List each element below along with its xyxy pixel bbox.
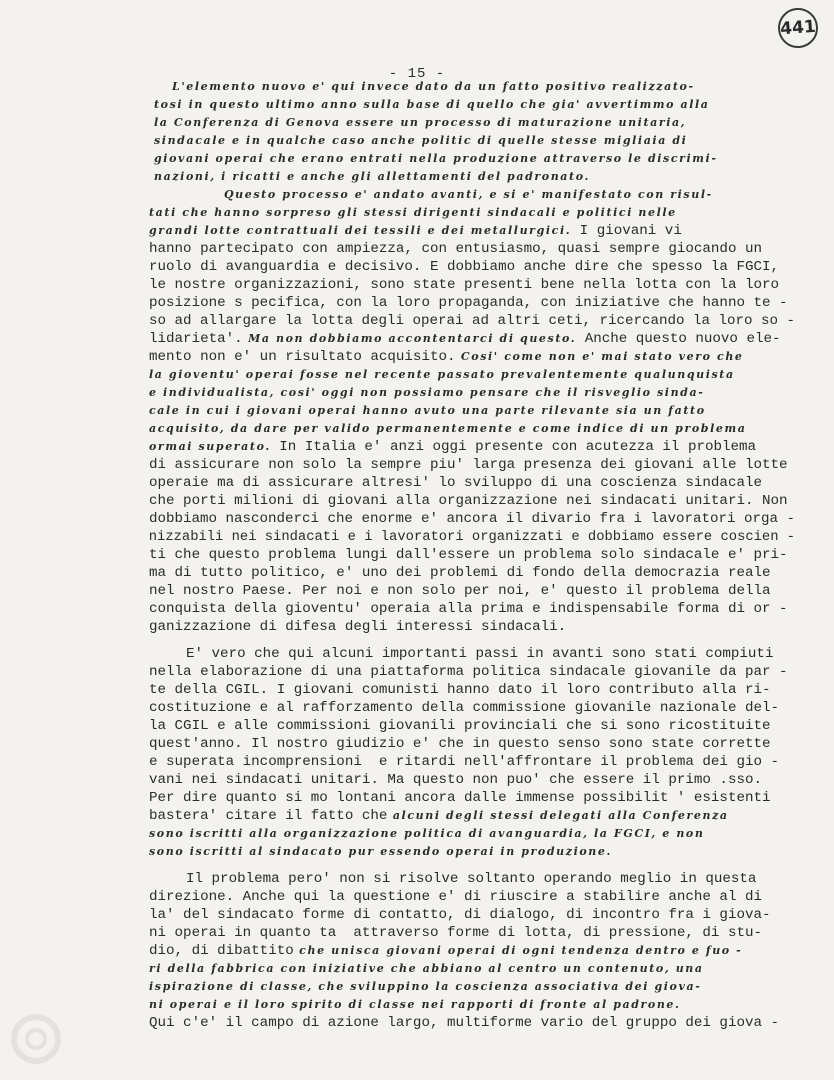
page-number: - 15 - [388,66,446,82]
text-line [140,420,790,438]
text-line [140,924,790,942]
text-line [140,168,790,186]
text-line [140,843,790,861]
text-segment: I giovani vi [571,223,682,239]
text-line [140,438,790,456]
italic-text-segment: sindacale e in qualche caso anche politic di quelle stesse migliaia di [154,134,688,147]
text-line [140,564,790,582]
text-line [140,276,790,294]
italic-text-segment: alcuni degli stessi delegati alla Conferenza [387,809,729,822]
text-line [140,681,790,699]
text-line [140,294,790,312]
italic-text-segment: sono iscritti al sindacato pur essendo operai in produzione. [149,845,612,858]
text-line [140,510,796,528]
italic-text-segment: L'elemento nuovo e' qui invece dato da un fatto positivo realizzato- [172,80,695,93]
text-segment: vani nei sindacati unitari. Ma questo non puo' che essere il primo .sso. [149,772,762,788]
text-line [140,906,790,924]
text-line [140,645,790,663]
italic-text-segment: Cosi' come non e' mai stato vero che [455,350,744,363]
text-line [140,114,790,132]
text-segment: ruolo di avanguardia e decisivo. E dobbiamo anche dire che spesso la FGCI, [149,259,780,275]
text-segment: Anche questo nuovo ele- [576,331,781,347]
italic-text-segment: la gioventu' operai fosse nel recente passato prevalentemente qualunquista [149,368,735,381]
paragraph-gap [140,636,790,645]
italic-text-segment: sono iscritti alla organizzazione politica di avanguardia, la FGCI, e non [149,827,705,840]
italic-text-segment: che unisca giovani operai di ogni tendenza dentro e fuo - [293,944,743,957]
text-line [140,492,790,510]
text-segment: quest'anno. Il nostro giudizio e' che in questo senso sono state corrette [149,736,771,752]
archive-stamp: 441 [777,7,820,50]
text-segment: hanno partecipato con ampiezza, con entusiasmo, quasi sempre giocando un [149,241,762,257]
text-segment: ganizzazione di difesa degli interessi sindacali. [149,619,567,635]
text-segment: dio, di dibattito [149,943,294,959]
text-line [140,312,796,330]
text-segment: la CGIL e alle commissioni giovanili provinciali che si sono ricostituite [149,718,771,734]
italic-text-segment: ni operai e il loro spirito di classe nei rapporti di fronte al padrone. [149,998,681,1011]
text-line [140,870,790,888]
text-line [140,402,790,420]
text-segment: posizione s pecifica, con la loro propaganda, con iniziative che hanno te - [149,295,788,311]
italic-text-segment: e individualista, cosi' oggi non possiamo pensare che il risveglio sinda- [149,386,705,399]
text-line [140,1014,790,1032]
italic-text-segment: nazioni, i ricatti e anche gli allettamenti del padronato. [154,170,590,183]
text-line [140,546,790,564]
text-line [140,258,790,276]
text-line [140,960,790,978]
text-segment: bastera' citare il fatto che [149,808,388,824]
text-line [140,618,790,636]
italic-text-segment: acquisito, da dare per valido permanentemente e come indice di un problema [149,422,747,435]
text-segment: ti che questo problema lungi dall'essere un problema solo sindacale e' pri- [149,547,788,563]
text-line [140,240,790,258]
text-line [140,222,790,240]
text-line [140,204,790,222]
text-segment: te della CGIL. I giovani comunisti hanno dato il loro contributo alla ri- [149,682,771,698]
text-line [140,366,790,384]
text-segment: nizzabili nei sindacati e i lavoratori organizzati e dobbiamo essere coscien - [148,529,796,545]
text-line [140,825,790,843]
italic-text-segment: cale in cui i giovani operai hanno avuto una parte rilevante sia un fatto [149,404,706,417]
italic-text-segment: giovani operai che erano entrati nella produzione attraverso le discrimi- [154,152,718,165]
text-segment: nel nostro Paese. Per noi e non solo per noi, e' questo il problema della [149,583,771,599]
italic-text-segment: grandi lotte contrattuali dei tessili e dei metallurgici. [149,224,572,237]
text-segment: operaie ma di assicurare altresi' lo sviluppo di una coscienza sindacale [149,475,762,491]
text-segment: Il problema pero' non si risolve soltanto operando meglio in questa [186,871,757,887]
text-line [140,789,790,807]
italic-text-segment: la Conferenza di Genova essere un processo di maturazione unitaria, [154,116,687,129]
text-segment: mento non e' un risultato acquisito. [149,349,456,365]
italic-text-segment: tosi in questo ultimo anno sulla base di quello che gia' avvertimmo alla [154,98,710,111]
text-segment: nella elaborazione di una piattaforma politica sindacale giovanile da par - [149,664,788,680]
text-line [140,771,790,789]
text-line [140,582,790,600]
italic-text-segment: tati che hanno sorpreso gli stessi dirigenti sindacali e politici nelle [149,206,677,219]
text-line [140,735,790,753]
text-segment: so ad allargare la lotta degli operai ad altri ceti, ricercando la loro so - [148,313,796,329]
text-line [140,717,790,735]
text-segment: la' del sindacato forme di contatto, di dialogo, di incontro fra i giova- [149,907,771,923]
text-line [140,663,790,681]
text-line [140,978,790,996]
text-segment: ni operai in quanto ta attraverso forme di lotta, di pressione, di stu- [149,925,762,941]
text-segment: costituzione e al rafforzamento della commissione giovanile nazionale del- [149,700,780,716]
text-line [140,888,790,906]
paragraph-gap [140,861,790,870]
italic-text-segment: Questo processo e' andato avanti, e si e' manifestato con risul- [224,188,713,201]
text-line [140,78,790,96]
italic-text-segment: ormai superato. [149,440,271,453]
text-segment: In Italia e' anzi oggi presente con acutezza il problema [270,439,757,455]
text-segment: e superata incomprensioni e ritardi nell'affrontare il problema dei gio - [149,754,780,770]
text-segment: ma di tutto politico, e' uno dei problemi di fondo della democrazia reale [149,565,771,581]
text-segment: Qui c'e' il campo di azione largo, multiforme vario del gruppo dei giova - [149,1015,780,1031]
text-segment: dobbiamo nasconderci che enorme e' ancora il divario fra i lavoratori orga - [148,511,796,527]
text-line [140,528,796,546]
text-line [140,456,790,474]
text-line [140,474,790,492]
text-line [140,330,790,348]
text-line [140,807,790,825]
text-segment: Per dire quanto si mo lontani ancora dalle immense possibilit ' esistenti [149,790,771,806]
text-segment: lidarieta'. [149,331,243,347]
italic-text-segment: Ma non dobbiamo accontentarci di questo. [242,332,577,345]
text-segment: di assicurare non solo la sempre piu' larga presenza dei giovani alle lotte [149,457,788,473]
text-line [140,186,790,204]
text-segment: conquista della gioventu' operaia alla prima e indispensabile forma di or - [149,601,788,617]
text-line [140,753,790,771]
text-segment: E' vero che qui alcuni importanti passi in avanti sono stati compiuti [186,646,774,662]
body-text [140,78,796,1032]
text-segment: che porti milioni di giovani alla organizzazione nei sindacati unitari. Non [149,493,788,509]
text-line [140,996,790,1014]
italic-text-segment: ri della fabbrica con iniziative che abbiano al centro un contenuto, una [149,962,704,975]
italic-text-segment: ispirazione di classe, che sviluppino la coscienza associativa dei giova- [149,980,702,993]
text-line [140,132,790,150]
text-line [140,96,790,114]
text-line [140,699,790,717]
text-line [140,384,790,402]
text-segment: le nostre organizzazioni, sono state presenti bene nella lotta con la loro [149,277,780,293]
text-line [140,600,790,618]
text-line [140,942,790,960]
text-line [140,348,790,366]
text-segment: direzione. Anche qui la questione e' di riuscire a stabilire anche al di [149,889,762,905]
text-line [140,150,790,168]
archive-watermark-icon [6,995,76,1067]
